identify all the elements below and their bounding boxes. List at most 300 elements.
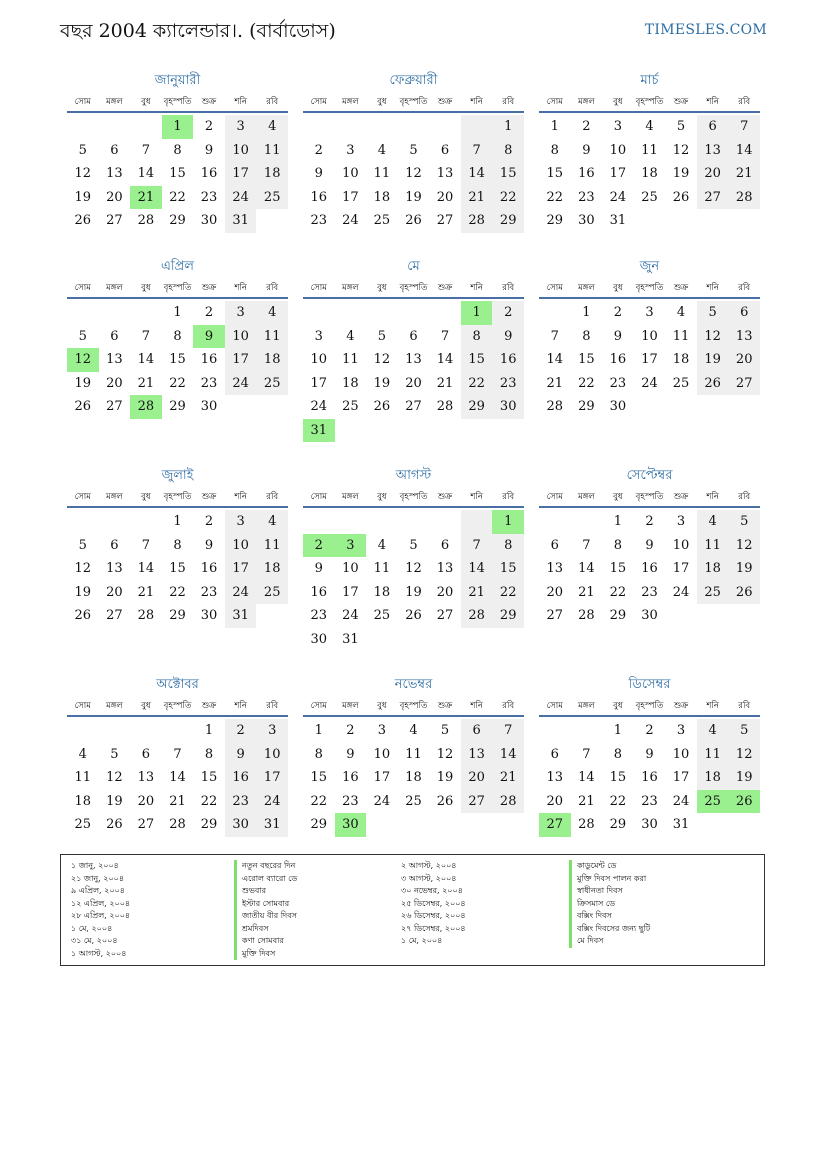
holiday-legend [60, 854, 765, 966]
day-cell: 9 [314, 166, 323, 182]
day-cell: 20 [546, 584, 564, 600]
day-cell: 5 [676, 119, 686, 135]
day-cell: 17 [310, 375, 328, 391]
day-cell: 23 [609, 375, 627, 391]
day-cell: 30 [200, 399, 218, 415]
month-block [539, 676, 760, 837]
day-cell: 27 [405, 399, 422, 415]
day-cell: 13 [106, 352, 123, 368]
weekday-label: রবি [738, 492, 751, 502]
day-cell: 12 [405, 561, 422, 577]
weekday-label: শনি [234, 701, 247, 711]
day-cell: 22 [546, 189, 564, 205]
day-cell: 2 [492, 301, 524, 325]
holiday-day-cell: 28 [130, 395, 162, 419]
day-cell: 29 [169, 399, 186, 415]
day-cell: 10 [641, 328, 658, 344]
day-cell: 19 [74, 375, 92, 391]
day-cell: 4 [645, 119, 654, 135]
day-cell: 5 [409, 142, 418, 158]
day-cell: 2 [204, 305, 214, 321]
day-cell: 23 [342, 793, 359, 809]
day-cell: 19 [405, 584, 422, 600]
weekday-label: শনি [234, 283, 247, 293]
day-cell: 6 [110, 537, 119, 553]
weekday-label: রবি [502, 97, 515, 107]
legend-date: ১২ এপ্রিল, ২০০৪ [71, 898, 131, 908]
legend-holiday-name: শুভবার [234, 885, 297, 898]
day-cell: 27 [106, 213, 123, 229]
day-cell: 16 [641, 770, 658, 786]
weekday-label: রবি [502, 492, 515, 502]
site-link[interactable]: TIMESLES.COM [644, 22, 767, 38]
weekday-label: মঙ্গল [578, 492, 595, 502]
legend-holiday-name: বক্সিং দিবস [569, 910, 650, 923]
day-cell: 23 [578, 189, 595, 205]
weekday-label: বুধ [141, 701, 151, 711]
day-cell: 17 [641, 352, 658, 368]
legend-holiday-name: মুক্তি দিবস [234, 948, 297, 961]
weekday-label: শুক্র [437, 283, 453, 293]
day-cell: 1 [173, 514, 182, 530]
day-cell: 16 [492, 348, 524, 372]
day-cell: 24 [256, 790, 288, 814]
day-cell: 19 [106, 793, 123, 809]
day-cell: 30 [609, 399, 627, 415]
day-cell: 28 [436, 399, 454, 415]
weekday-label: শুক্র [201, 492, 217, 502]
day-cell: 21 [461, 186, 493, 210]
day-cell: 15 [578, 352, 595, 368]
day-cell: 13 [697, 139, 729, 163]
legend-dates-column-2 [401, 860, 466, 948]
day-cell: 3 [377, 723, 387, 739]
month-name: এপ্রিল [161, 259, 194, 274]
day-cell: 6 [110, 328, 119, 344]
day-cell: 18 [697, 766, 729, 790]
day-cell: 11 [74, 770, 92, 786]
day-cell: 6 [110, 142, 119, 158]
day-cell: 12 [373, 352, 391, 368]
day-cell: 5 [78, 328, 87, 344]
month-name: অক্টোবর [156, 677, 199, 692]
empty-cell [99, 510, 131, 534]
day-cell: 24 [225, 581, 257, 605]
day-cell: 4 [256, 301, 288, 325]
day-cell: 29 [169, 213, 186, 229]
holiday-day-cell: 25 [697, 790, 729, 814]
day-cell: 19 [436, 770, 454, 786]
empty-cell [67, 510, 99, 534]
weekday-label: শুক্র [201, 97, 217, 107]
day-grid [67, 115, 288, 233]
empty-cell [429, 115, 461, 139]
day-cell: 27 [461, 790, 493, 814]
day-cell: 17 [672, 770, 690, 786]
day-cell: 17 [609, 166, 627, 182]
day-cell: 8 [613, 537, 623, 553]
day-cell: 13 [728, 325, 760, 349]
day-cell: 28 [492, 790, 524, 814]
weekday-label: রবি [738, 283, 751, 293]
day-cell: 3 [225, 301, 257, 325]
day-cell: 27 [697, 186, 729, 210]
day-cell: 14 [436, 352, 454, 368]
empty-cell [303, 301, 335, 325]
weekday-label: মঙ্গল [578, 283, 595, 293]
day-cell: 24 [373, 793, 391, 809]
month-name: মার্চ [640, 73, 659, 88]
day-cell: 23 [310, 213, 328, 229]
day-cell: 16 [609, 352, 627, 368]
day-cell: 11 [697, 743, 729, 767]
day-cell: 7 [550, 328, 559, 344]
month-name: জানুয়ারী [154, 73, 201, 88]
legend-date: ৯ এপ্রিল, ২০০৪ [71, 886, 125, 895]
day-cell: 11 [697, 534, 729, 558]
day-cell: 30 [578, 213, 595, 229]
day-cell: 19 [373, 375, 391, 391]
empty-cell [461, 510, 493, 534]
day-cell: 23 [492, 372, 524, 396]
weekday-header [67, 698, 288, 717]
day-cell: 30 [641, 608, 658, 624]
weekday-label: শনি [470, 492, 483, 502]
legend-date: ১ আগস্ট, ২০০৪ [71, 948, 127, 958]
weekday-label: বুধ [377, 701, 387, 711]
day-cell: 25 [373, 608, 391, 624]
empty-cell [303, 115, 335, 139]
day-cell: 7 [582, 537, 591, 553]
day-grid [303, 115, 524, 233]
weekday-label: শুক্র [673, 283, 689, 293]
day-cell: 6 [697, 115, 729, 139]
day-grid [67, 510, 288, 628]
day-cell: 12 [74, 561, 92, 577]
day-cell: 9 [314, 561, 323, 577]
day-cell: 25 [373, 213, 391, 229]
empty-cell [398, 510, 430, 534]
legend-date: ২৭ ডিসেম্বর, ২০০৪ [401, 923, 466, 933]
day-cell: 20 [546, 793, 564, 809]
day-cell: 4 [377, 537, 387, 553]
day-cell: 21 [578, 793, 595, 809]
day-cell: 7 [492, 719, 524, 743]
day-cell: 29 [609, 817, 627, 833]
day-cell: 7 [141, 537, 151, 553]
weekday-label: সোম [546, 701, 563, 711]
weekday-label: শনি [234, 97, 247, 107]
empty-cell [398, 115, 430, 139]
day-cell: 3 [225, 510, 257, 534]
day-cell: 2 [204, 119, 214, 135]
day-cell: 2 [645, 514, 654, 530]
day-cell: 15 [310, 770, 328, 786]
empty-cell [335, 115, 367, 139]
day-cell: 17 [672, 561, 690, 577]
day-cell: 9 [225, 743, 257, 767]
day-cell: 15 [169, 352, 186, 368]
day-cell: 22 [492, 581, 524, 605]
day-cell: 25 [342, 399, 359, 415]
weekday-label: বৃহস্পতি [635, 283, 664, 293]
day-cell: 14 [169, 770, 186, 786]
legend-holiday-name: নতুন বছরের দিন [234, 860, 297, 873]
day-cell: 14 [461, 557, 493, 581]
day-cell: 6 [141, 746, 151, 762]
day-cell: 20 [728, 348, 760, 372]
day-cell: 9 [645, 746, 654, 762]
holiday-day-cell: 27 [539, 813, 571, 837]
day-grid [539, 301, 760, 419]
day-cell: 16 [225, 766, 257, 790]
day-cell: 11 [373, 561, 391, 577]
day-cell: 16 [200, 352, 218, 368]
day-cell: 27 [728, 372, 760, 396]
day-cell: 19 [728, 766, 760, 790]
weekday-header [303, 280, 524, 299]
weekday-label: বৃহস্পতি [635, 97, 664, 107]
day-cell: 7 [440, 328, 450, 344]
day-cell: 13 [436, 561, 454, 577]
day-cell: 1 [582, 305, 591, 321]
day-cell: 26 [672, 189, 690, 205]
day-cell: 4 [697, 510, 729, 534]
day-cell: 19 [405, 189, 422, 205]
day-cell: 28 [461, 209, 493, 233]
day-cell: 5 [728, 719, 760, 743]
day-cell: 2 [204, 514, 214, 530]
empty-cell [429, 301, 461, 325]
weekday-label: বৃহস্পতি [163, 701, 192, 711]
weekday-label: মঙ্গল [106, 97, 123, 107]
day-cell: 3 [314, 328, 323, 344]
weekday-label: সোম [74, 283, 91, 293]
day-cell: 31 [672, 817, 690, 833]
day-cell: 27 [436, 213, 454, 229]
weekday-label: রবি [266, 97, 279, 107]
empty-cell [398, 301, 430, 325]
day-cell: 6 [440, 142, 450, 158]
holiday-day-cell: 2 [303, 534, 335, 558]
weekday-label: মঙ্গল [578, 701, 595, 711]
weekday-label: রবি [502, 701, 515, 711]
day-cell: 25 [672, 375, 690, 391]
month-name: ফেব্রুয়ারী [389, 73, 438, 88]
day-cell: 20 [106, 189, 123, 205]
day-cell: 7 [582, 746, 591, 762]
weekday-header [539, 94, 760, 113]
weekday-label: মঙ্গল [342, 492, 359, 502]
day-cell: 3 [645, 305, 654, 321]
day-cell: 14 [578, 561, 595, 577]
day-cell: 25 [74, 817, 92, 833]
day-cell: 14 [728, 139, 760, 163]
day-cell: 8 [173, 328, 182, 344]
month-name: জুলাই [161, 468, 194, 483]
empty-cell [67, 301, 99, 325]
day-cell: 31 [609, 213, 627, 229]
day-cell: 3 [676, 723, 686, 739]
day-cell: 12 [728, 534, 760, 558]
day-cell: 14 [461, 162, 493, 186]
day-cell: 14 [137, 352, 155, 368]
legend-holiday-name: জাতীয় বীর দিবস [234, 910, 297, 923]
day-cell: 27 [137, 817, 155, 833]
day-cell: 20 [461, 766, 493, 790]
month-block [67, 72, 288, 233]
day-cell: 19 [74, 584, 92, 600]
day-cell: 1 [613, 723, 623, 739]
weekday-label: শুক্র [201, 701, 217, 711]
day-cell: 17 [342, 584, 359, 600]
month-name: নভেম্বর [394, 677, 433, 692]
empty-cell [366, 301, 398, 325]
day-cell: 31 [225, 209, 257, 233]
day-cell: 4 [78, 746, 87, 762]
day-cell: 27 [436, 608, 454, 624]
day-grid [67, 719, 288, 837]
day-grid [303, 301, 524, 442]
empty-cell [162, 719, 194, 743]
weekday-label: সোম [546, 492, 563, 502]
day-cell: 22 [609, 793, 627, 809]
day-cell: 9 [613, 328, 623, 344]
day-cell: 26 [728, 581, 760, 605]
month-block [303, 676, 524, 837]
day-cell: 28 [578, 817, 595, 833]
day-cell: 4 [697, 719, 729, 743]
day-cell: 23 [641, 584, 658, 600]
empty-cell [130, 719, 162, 743]
day-cell: 21 [728, 162, 760, 186]
day-cell: 12 [74, 166, 92, 182]
legend-date: ২১ জানু, ২০০৪ [71, 873, 125, 883]
day-cell: 21 [436, 375, 454, 391]
day-cell: 20 [436, 584, 454, 600]
month-block [67, 676, 288, 837]
day-cell: 9 [582, 142, 591, 158]
day-cell: 24 [225, 372, 257, 396]
day-cell: 4 [676, 305, 686, 321]
day-cell: 11 [256, 534, 288, 558]
day-cell: 23 [310, 608, 328, 624]
day-cell: 10 [310, 352, 328, 368]
weekday-label: শনি [470, 701, 483, 711]
weekday-header [539, 489, 760, 508]
day-cell: 8 [492, 139, 524, 163]
day-cell: 10 [672, 746, 690, 762]
day-cell: 22 [492, 186, 524, 210]
day-cell: 10 [373, 746, 391, 762]
weekday-label: শুক্র [201, 283, 217, 293]
day-cell: 10 [225, 325, 257, 349]
month-block [303, 467, 524, 651]
day-cell: 14 [137, 166, 155, 182]
day-cell: 30 [200, 608, 218, 624]
day-cell: 28 [578, 608, 595, 624]
day-cell: 24 [672, 584, 690, 600]
day-cell: 24 [310, 399, 328, 415]
legend-date: ২ আগস্ট, ২০০৪ [401, 861, 457, 870]
day-cell: 11 [405, 746, 422, 762]
weekday-label: রবি [502, 283, 515, 293]
day-cell: 21 [461, 581, 493, 605]
day-cell: 31 [225, 604, 257, 628]
day-cell: 29 [200, 817, 218, 833]
day-cell: 6 [550, 746, 559, 762]
weekday-label: বৃহস্পতি [399, 492, 428, 502]
day-cell: 16 [342, 770, 359, 786]
empty-cell [67, 115, 99, 139]
day-cell: 13 [137, 770, 155, 786]
legend-date: ২৫ ডিসেম্বর, ২০০৪ [401, 898, 466, 908]
day-cell: 8 [173, 142, 182, 158]
legend-date: ২৬ ডিসেম্বর, ২০০৪ [401, 911, 466, 920]
day-cell: 22 [169, 584, 186, 600]
day-cell: 26 [74, 213, 92, 229]
day-cell: 21 [137, 375, 155, 391]
day-cell: 5 [78, 142, 87, 158]
legend-holiday-name: ক্রিসমাস ডে [569, 898, 650, 911]
month-name: ডিসেম্বর [628, 677, 671, 692]
weekday-label: বুধ [613, 492, 623, 502]
day-cell: 4 [256, 115, 288, 139]
day-cell: 10 [225, 534, 257, 558]
empty-cell [539, 301, 571, 325]
day-cell: 14 [578, 770, 595, 786]
day-cell: 1 [550, 119, 559, 135]
day-cell: 6 [461, 719, 493, 743]
day-cell: 12 [672, 142, 690, 158]
weekday-label: বুধ [377, 283, 387, 293]
day-cell: 11 [256, 325, 288, 349]
legend-date: ২৮ এপ্রিল, ২০০৪ [71, 911, 131, 920]
weekday-header [539, 698, 760, 717]
day-cell: 28 [169, 817, 186, 833]
empty-cell [571, 719, 603, 743]
holiday-day-cell: 26 [728, 790, 760, 814]
day-grid [67, 301, 288, 419]
weekday-label: বৃহস্পতি [635, 492, 664, 502]
empty-cell [539, 510, 571, 534]
day-cell: 24 [342, 608, 359, 624]
day-cell: 13 [106, 166, 123, 182]
day-cell: 28 [461, 604, 493, 628]
day-cell: 21 [492, 766, 524, 790]
day-cell: 26 [74, 399, 92, 415]
holiday-day-cell: 12 [67, 348, 99, 372]
day-cell: 23 [225, 790, 257, 814]
day-cell: 27 [546, 608, 564, 624]
day-cell: 29 [492, 209, 524, 233]
day-cell: 18 [373, 189, 391, 205]
day-cell: 22 [200, 793, 218, 809]
day-cell: 18 [256, 557, 288, 581]
day-cell: 13 [106, 561, 123, 577]
month-name: সেপ্টেম্বর [626, 468, 673, 483]
empty-cell [130, 510, 162, 534]
day-cell: 19 [728, 557, 760, 581]
weekday-label: বৃহস্পতি [635, 701, 664, 711]
day-grid [303, 719, 524, 837]
day-cell: 23 [200, 584, 218, 600]
day-cell: 18 [697, 557, 729, 581]
weekday-label: বুধ [377, 492, 387, 502]
day-cell: 26 [436, 793, 454, 809]
day-cell: 27 [106, 399, 123, 415]
day-cell: 12 [697, 325, 729, 349]
